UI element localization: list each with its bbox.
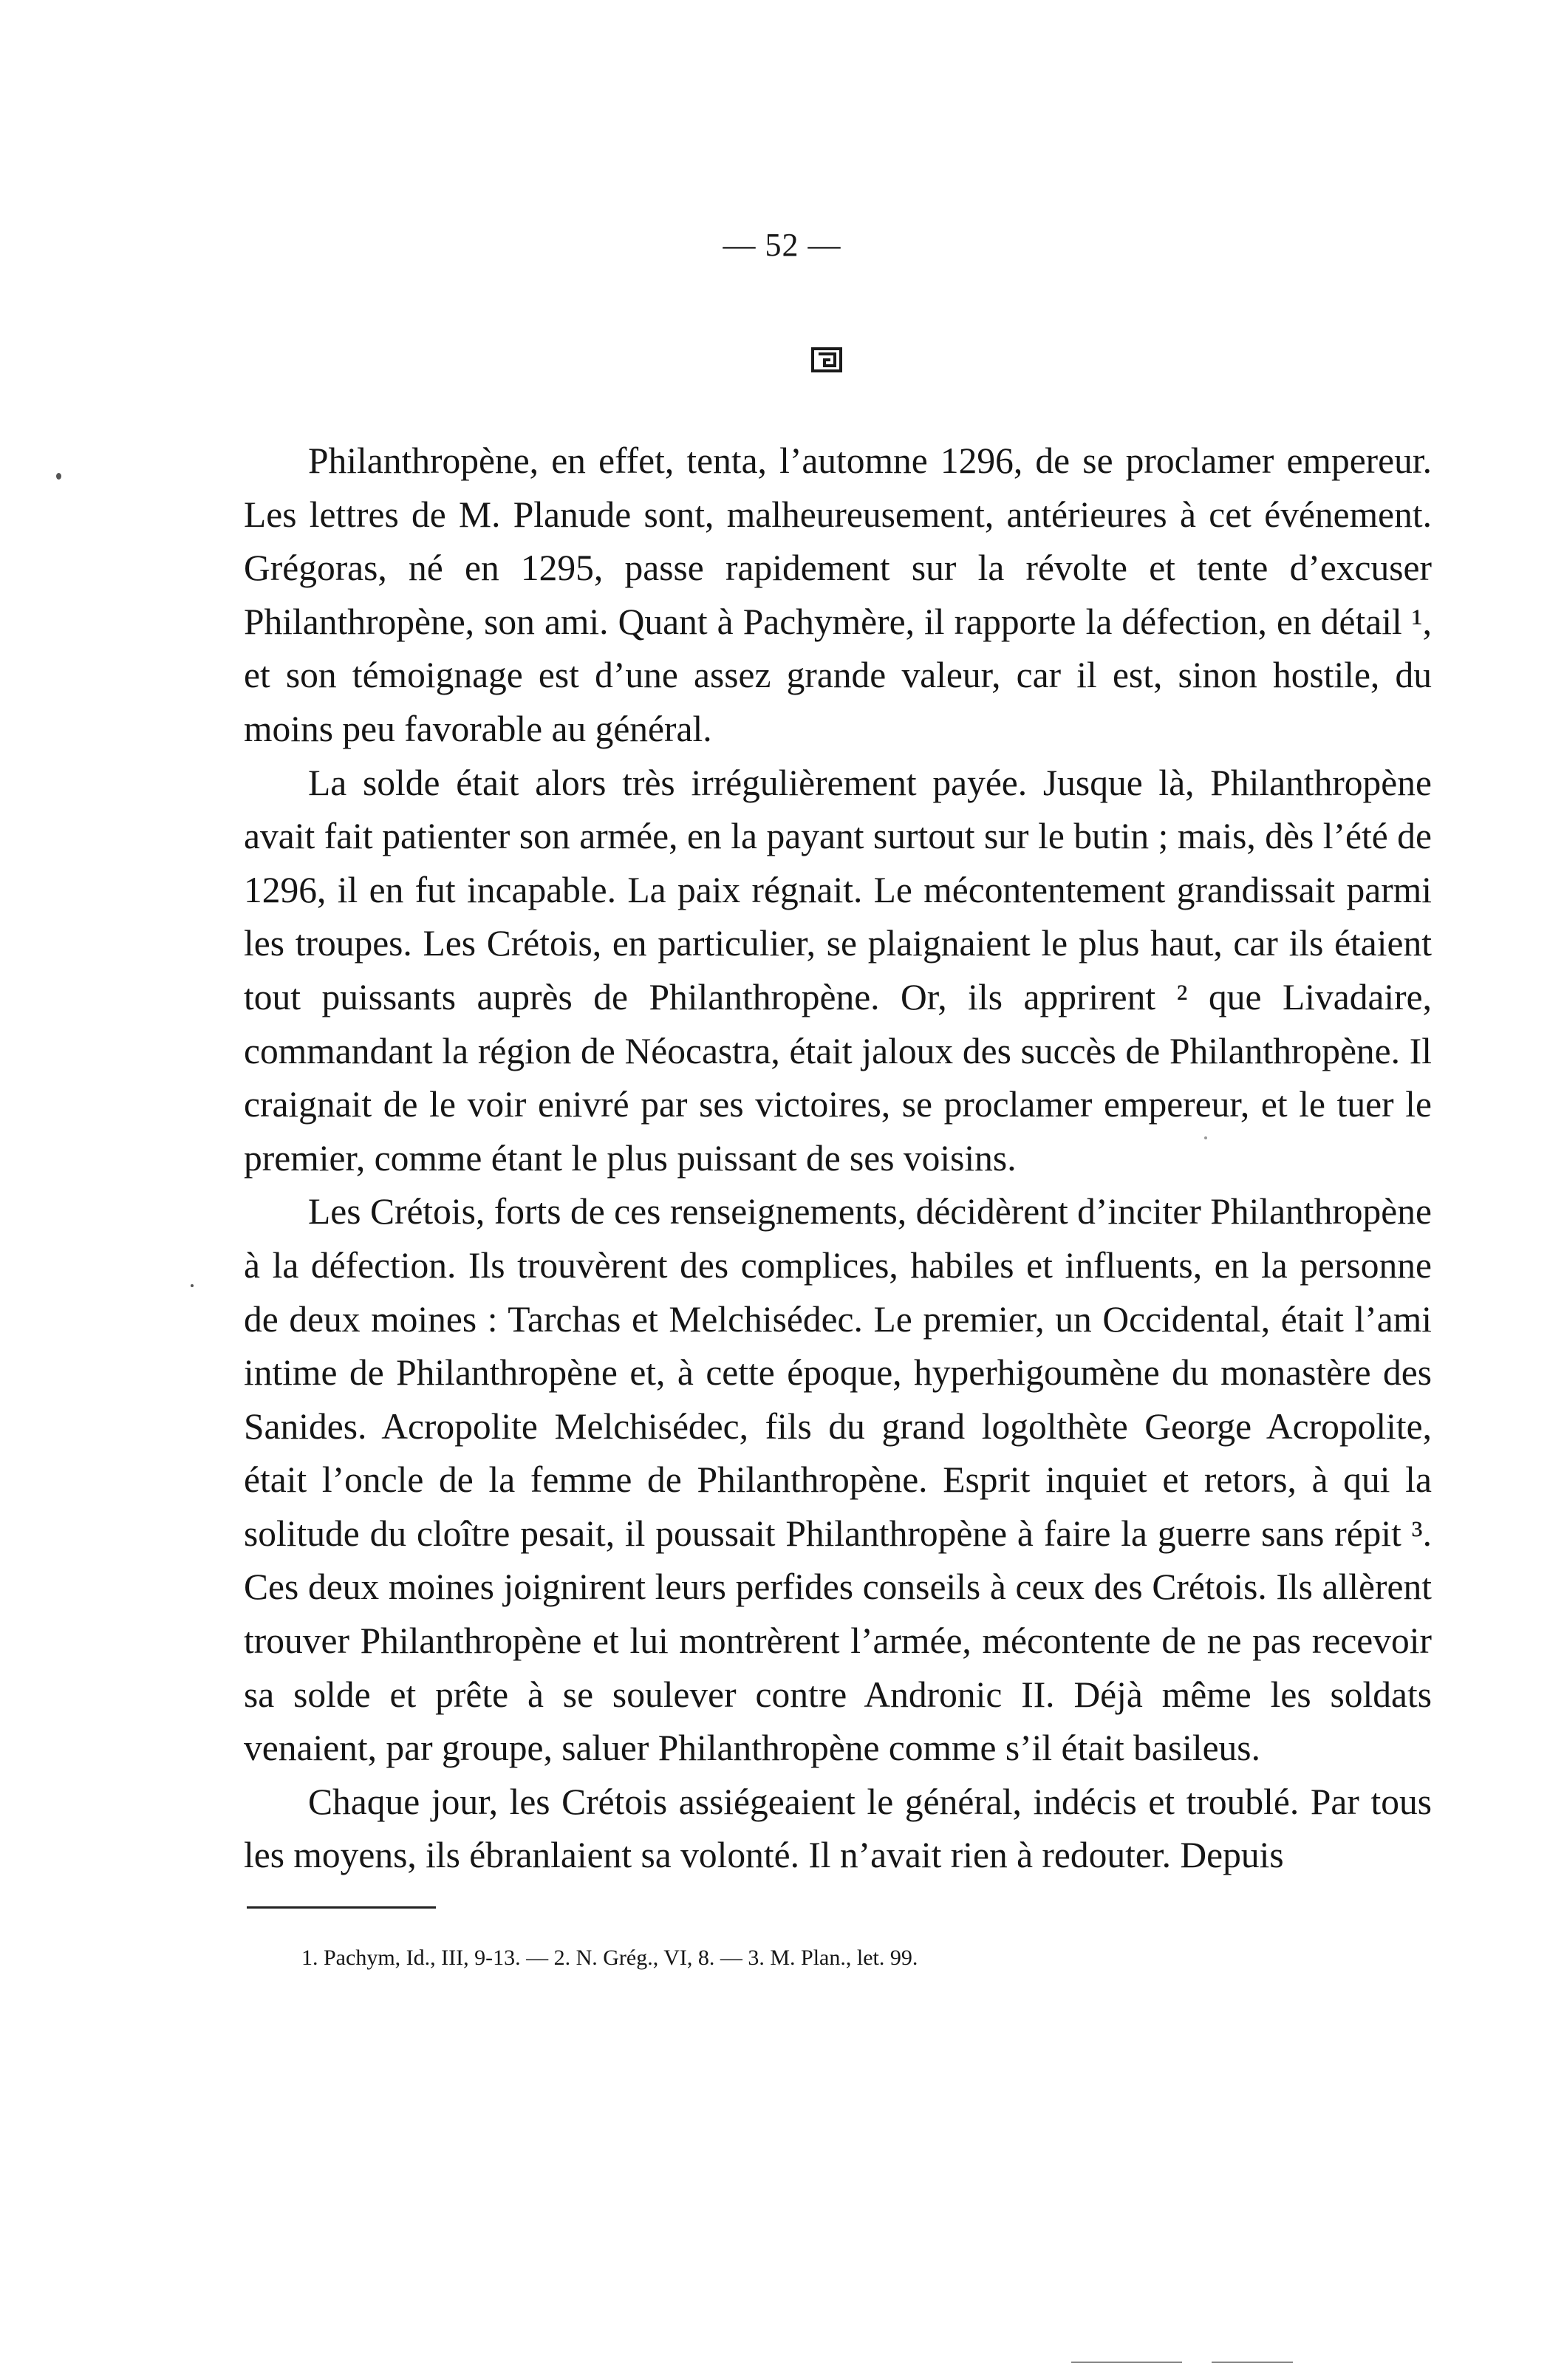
scan-speck — [1204, 1136, 1207, 1139]
paragraph-3: Les Crétois, forts de ces renseignements, décidèrent d’inciter Philanthropène à la défection. Ils trouvèrent des complices, habiles et influents, en la personne de deux moines : Tarchas et Melchisédec. Le premier, un Occidental, était l’ami intime de Philanthropène et, à cette époque, hyperhigoumène du monastère des Sanides. Acropolite Melchisédec, fils du grand logolthète George Acropolite, était l’oncle de la femme de Philanthropène. Esprit inquiet et retors, à qui la solitude du cloître pesait, il poussait Philanthropène à faire la guerre sans répit ³. Ces deux moines joignirent leurs perfides conseils à ceux des Crétois. Ils allèrent trouver Philanthropène et lui montrèrent l’armée, mécontente de ne pas recevoir sa solde et prête à se soulever contre Andronic II. Déjà même les soldats venaient, par groupe, saluer Philanthropène comme s’il était basileus. — [244, 1191, 1432, 1769]
scan-speck — [191, 1284, 194, 1287]
body-text — [244, 434, 1432, 1883]
paragraph-1: Philanthropène, en effet, tenta, l’automne 1296, de se proclamer empereur. Les lettres de M. Planude sont, malheureusement, antérieures à cet événement. Grégoras, né en 1295, passe rapidement sur la révolte et tente d’excuser Philanthropène, son ami. Quant à Pachymère, il rapporte la défection, en détail ¹, et son témoignage est d’une assez grande valeur, car il est, sinon hostile, du moins peu favorable au général. — [244, 440, 1432, 749]
paragraph-4: Chaque jour, les Crétois assiégeaient le général, indécis et troublé. Par tous les moyens, ils ébranlaient sa volonté. Il n’avait rien à redouter. Depuis — [244, 1781, 1432, 1876]
printer-ornament-icon — [811, 347, 842, 372]
footnote-separator — [247, 1906, 436, 1909]
paragraph-2: La solde était alors très irrégulièrement payée. Jusque là, Philanthropène avait fait patienter son armée, en la payant surtout sur le butin ; mais, dès l’été de 1296, il en fut incapable. La paix régnait. Le mécontentement grandissait parmi les troupes. Les Crétois, en particulier, se plaignaient le plus haut, car ils étaient tout puissants auprès de Philanthropène. Or, ils apprirent ² que Livadaire, commandant la région de Néocastra, était jaloux des succès de Philanthropène. Il craignait de le voir enivré par ses victoires, se proclamer empereur, et le tuer le premier, comme étant le plus puissant de ses voisins. — [244, 762, 1432, 1179]
scan-speck — [56, 473, 61, 480]
footnotes: 1. Pachym, Id., III, 9-13. — 2. N. Grég., VI, 8. — 3. M. Plan., let. 99. — [301, 1946, 918, 1970]
scan-line-artifact — [1212, 2362, 1293, 2363]
scan-line-artifact — [1071, 2362, 1182, 2363]
page-number: — 52 — — [723, 227, 841, 263]
